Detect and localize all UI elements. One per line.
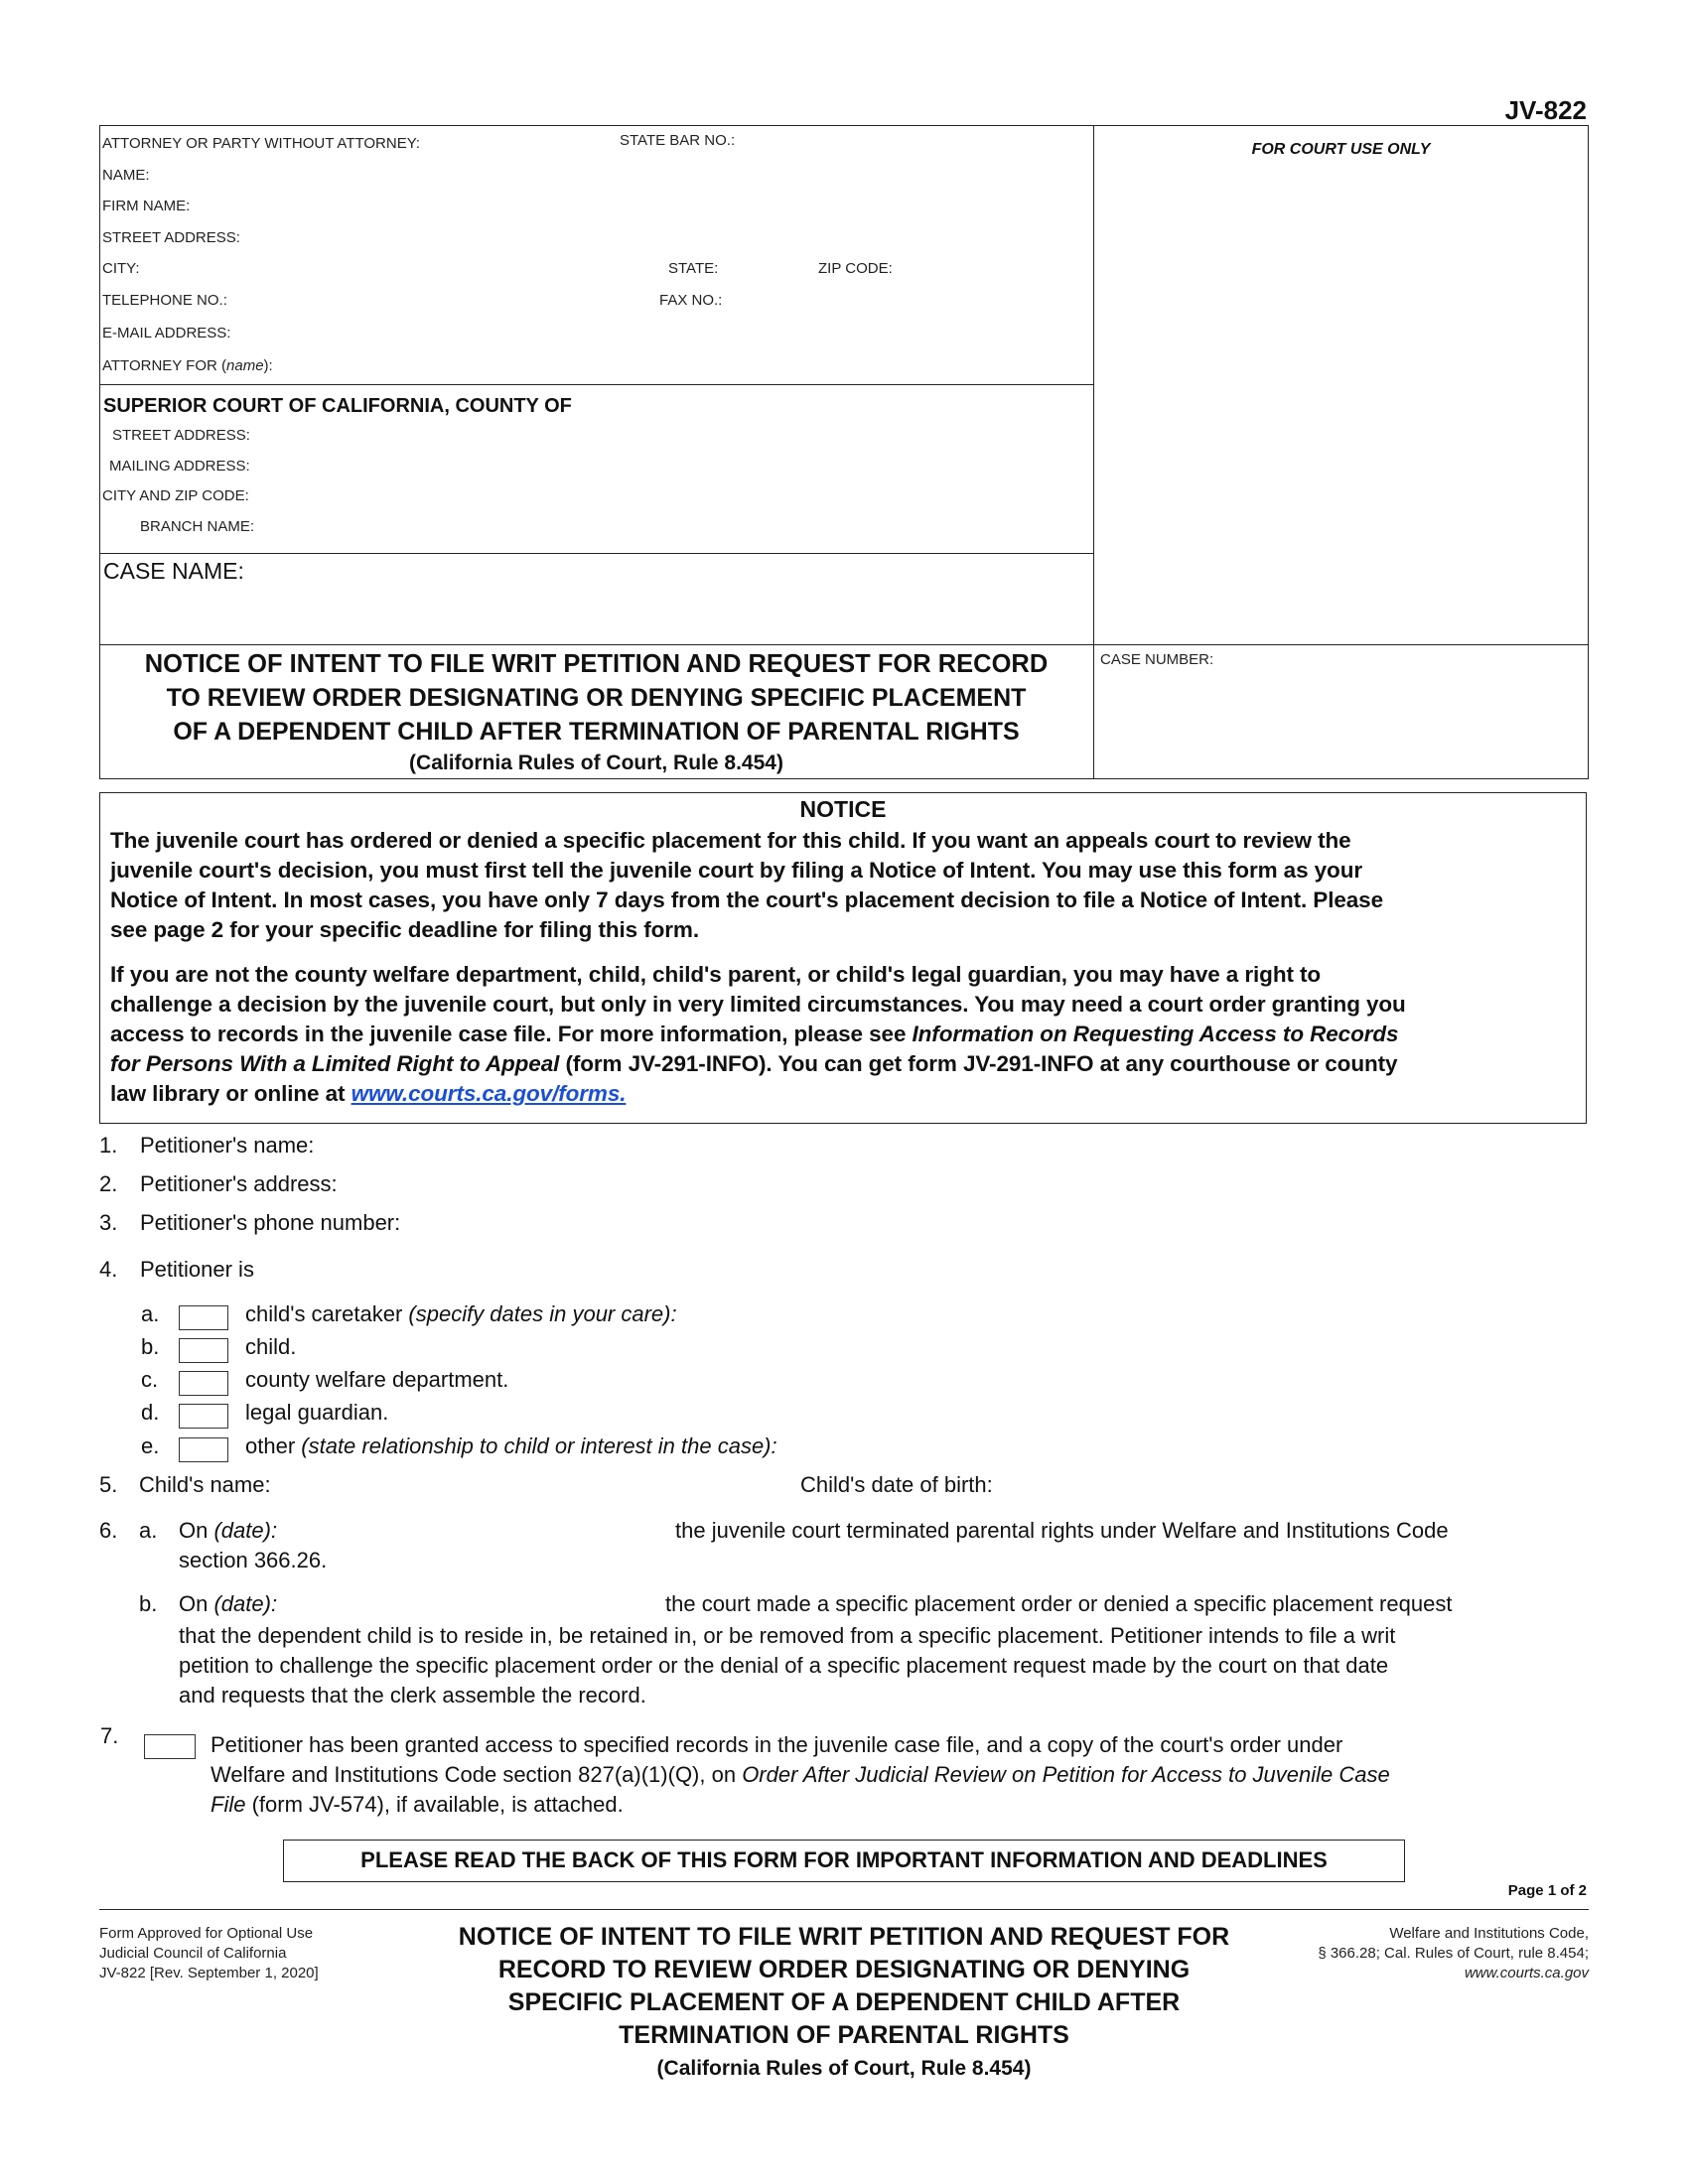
item-2: 2. — [99, 1171, 118, 1196]
child-name-label: Child's name: — [139, 1472, 271, 1497]
notice-paragraph-1: The juvenile court has ordered or denied a specific placement for this child. If you want an appeals court to review the juvenile court's decision, you must first tell the juvenile court by filing a Notice of Intent. You may use this form as your Notice of Intent. In most cases, you have only 7 days from the court's placement decision to file a Notice of Intent. Please see page 2 for your specific deadline for filing this form. — [110, 828, 1384, 942]
petitioner-address-label: Petitioner's address: — [140, 1171, 338, 1196]
item-6a-text-2: section 366.26. — [179, 1548, 328, 1572]
option-county-welfare-label: county welfare department. — [245, 1367, 509, 1392]
option-legal-guardian-label: legal guardian. — [245, 1400, 389, 1425]
state-bar-label: STATE BAR NO.: — [620, 132, 736, 149]
court-use-only-label: FOR COURT USE ONLY — [1251, 141, 1431, 158]
item-7: 7. — [100, 1723, 119, 1748]
notice-paragraph-2: If you are not the county welfare department, child, child's parent, or child's legal guardian, you may have a right to challenge a decision by the juvenile court, but only in very limited circumstances. You may need a court order granting you access to records in the juvenile case file. For more information, please see Information on Requesting Access to Records for Persons With a Limited Right to Appeal (form JV-291-INFO). You can get form JV-291-INFO at any courthouse or county law library or online at www.courts.ca.gov/forms. — [110, 962, 1406, 1106]
case-name-label: CASE NAME: — [103, 558, 244, 584]
item-6a-date-label: On (date): — [179, 1518, 278, 1543]
court-city-zip-label: CITY AND ZIP CODE: — [102, 487, 249, 504]
item-6a-text: the juvenile court terminated parental rights under Welfare and Institutions Code — [675, 1518, 1449, 1543]
petitioner-phone-label: Petitioner's phone number: — [140, 1210, 401, 1235]
fax-label: FAX NO.: — [659, 292, 723, 309]
checkbox-legal-guardian[interactable] — [179, 1404, 228, 1429]
case-number-label: CASE NUMBER: — [1100, 651, 1214, 668]
please-read-text: PLEASE READ THE BACK OF THIS FORM FOR IMPORTANT INFORMATION AND DEADLINES — [360, 1847, 1328, 1872]
street-address-label: STREET ADDRESS: — [102, 229, 240, 246]
court-casename-divider — [99, 553, 1093, 554]
attorney-court-divider — [99, 384, 1093, 385]
court-branch-label: BRANCH NAME: — [140, 518, 255, 535]
item-6a-letter: a. — [139, 1518, 158, 1543]
footer-right: Welfare and Institutions Code, § 366.28; Cal. Rules of Court, rule 8.454; www.courts.ca.gov — [1318, 1925, 1589, 1981]
notice-heading: NOTICE — [799, 796, 887, 822]
city-label: CITY: — [102, 260, 140, 277]
item-5: 5. — [99, 1472, 118, 1497]
item-6b-continuation: that the dependent child is to reside in, be retained in, or be removed from a specific placement. Petitioner intends to file a writ petition to challenge the specific placement order or the denial of a specific placement request made by the court on that date and requests that the clerk assemble the record. — [179, 1623, 1396, 1707]
item-4: 4. — [99, 1257, 118, 1282]
petitioner-is-label: Petitioner is — [140, 1257, 254, 1282]
attorney-for-label: ATTORNEY FOR (name): — [102, 357, 273, 374]
item-6b-text: the court made a specific placement order or denied a specific placement request — [665, 1591, 1453, 1616]
option-c-letter: c. — [141, 1367, 159, 1392]
item-3: 3. — [99, 1210, 118, 1235]
petitioner-name-label: Petitioner's name: — [140, 1133, 315, 1158]
item-6b-letter: b. — [139, 1591, 158, 1616]
option-e-letter: e. — [141, 1433, 160, 1458]
option-b-letter: b. — [141, 1334, 160, 1359]
option-caretaker-label: child's caretaker (specify dates in your care): — [245, 1301, 677, 1326]
checkbox-other[interactable] — [179, 1437, 228, 1462]
item-6: 6. — [99, 1518, 118, 1543]
caption-divider — [1093, 125, 1094, 779]
name-label: NAME: — [102, 167, 150, 184]
courts-forms-link[interactable]: www.courts.ca.gov/forms. — [351, 1081, 627, 1106]
checkbox-caretaker[interactable] — [179, 1305, 228, 1330]
option-a-letter: a. — [141, 1301, 160, 1326]
option-other-label: other (state relationship to child or interest in the case): — [245, 1433, 777, 1458]
zip-code-label: ZIP CODE: — [818, 260, 893, 277]
item-6b-date-label: On (date): — [179, 1591, 278, 1616]
superior-court-title: SUPERIOR COURT OF CALIFORNIA, COUNTY OF — [103, 395, 572, 417]
form-title: NOTICE OF INTENT TO FILE WRIT PETITION AND REQUEST FOR RECORD TO REVIEW ORDER DESIGNATING OR DENYING SPECIFIC PLACEMENT OF A DEPENDENT CHILD AFTER TERMINATION OF PARENTAL RIGHTS (California Rules of Court, Rule 8.454) — [144, 650, 1049, 774]
option-child-label: child. — [245, 1334, 297, 1359]
firm-name-label: FIRM NAME: — [102, 198, 191, 214]
form-id: JV-822 — [1504, 95, 1587, 125]
title-divider — [99, 644, 1589, 645]
attorney-or-party-label: ATTORNEY OR PARTY WITHOUT ATTORNEY: — [102, 135, 421, 152]
email-label: E-MAIL ADDRESS: — [102, 325, 231, 341]
court-street-label: STREET ADDRESS: — [112, 427, 250, 444]
item-7-text: Petitioner has been granted access to specified records in the juvenile case file, and a copy of the court's order under Welfare and Institutions Code section 827(a)(1)(Q), on Order After Judicial Review on Petition for Access to Juvenile Case File (form JV-574), if available, is attached. — [211, 1732, 1390, 1817]
option-d-letter: d. — [141, 1400, 160, 1425]
court-mailing-label: MAILING ADDRESS: — [109, 458, 250, 475]
state-label: STATE: — [668, 260, 719, 277]
footer-rule — [99, 1909, 1589, 1910]
telephone-label: TELEPHONE NO.: — [102, 292, 227, 309]
footer-courts-link[interactable]: www.courts.ca.gov — [1464, 1965, 1589, 1981]
child-dob-label: Child's date of birth: — [800, 1472, 993, 1497]
item-1: 1. — [99, 1133, 118, 1158]
checkbox-child[interactable] — [179, 1338, 228, 1363]
footer-left: Form Approved for Optional Use Judicial Council of California JV-822 [Rev. September 1, 2020] — [99, 1925, 319, 1981]
checkbox-county-welfare[interactable] — [179, 1371, 228, 1396]
page-number: Page 1 of 2 — [1507, 1882, 1587, 1899]
checkbox-records-access[interactable] — [144, 1734, 196, 1759]
footer-title: NOTICE OF INTENT TO FILE WRIT PETITION AND REQUEST FOR RECORD TO REVIEW ORDER DESIGNATING OR DENYING SPECIFIC PLACEMENT OF A DEPENDENT CHILD AFTER TERMINATION OF PARENTAL RIGHTS (California Rules of Court, Rule 8.454) — [458, 1923, 1230, 2080]
